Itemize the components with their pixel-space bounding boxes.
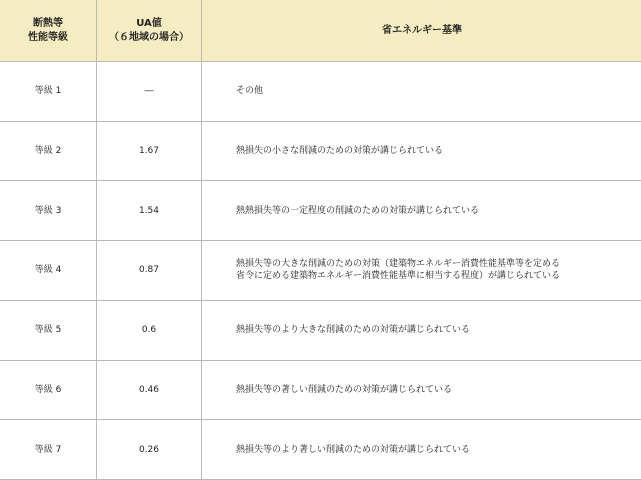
standard-cell <box>202 360 641 420</box>
ua-cell: ― <box>97 62 202 122</box>
table-header <box>0 0 641 62</box>
standard-text: 熱損失等のより大きな削減のための対策が講じられている <box>236 325 471 336</box>
table-body <box>0 62 641 480</box>
table-row <box>0 181 641 241</box>
standard-cell <box>202 181 641 241</box>
standard-text: その他 <box>236 86 264 97</box>
table-row <box>0 62 641 122</box>
ua-cell: 0.87 <box>97 241 202 301</box>
header-grade-line1: 断熱等 <box>33 18 63 29</box>
standard-text: 熱損失等の大きな削減のための対策（建築物エネルギー消費性能基準等を定める 省令に定める建築物エネルギー消費性能基準に相当する程度）が講じられている <box>236 259 561 282</box>
standard-cell <box>202 121 641 181</box>
ua-cell: 0.46 <box>97 360 202 420</box>
grade-cell: 等級 7 <box>0 420 97 480</box>
standard-cell <box>202 241 641 301</box>
standard-cell <box>202 300 641 360</box>
standard-text: 熱損失の小さな削減のための対策が講じられている <box>236 145 444 156</box>
header-grade-line2: 性能等級 <box>28 31 68 43</box>
table-row <box>0 420 641 480</box>
standard-text: 熱熱損失等の一定程度の削減のための対策が講じられている <box>236 205 480 216</box>
standard-cell <box>202 420 641 480</box>
grade-cell: 等級 5 <box>0 300 97 360</box>
ua-cell: 1.67 <box>97 121 202 181</box>
standard-text: 熱損失等の著しい削減のための対策が講じられている <box>236 384 453 395</box>
ua-cell: 1.54 <box>97 181 202 241</box>
header-ua <box>97 0 202 62</box>
grade-cell: 等級 4 <box>0 241 97 301</box>
grade-cell: 等級 3 <box>0 181 97 241</box>
grade-cell: 等級 2 <box>0 121 97 181</box>
header-ua-line1: UA値 <box>136 18 162 29</box>
header-standard: 省エネルギー基準 <box>202 0 641 62</box>
ua-cell: 0.26 <box>97 420 202 480</box>
header-ua-line2: （６地域の場合） <box>109 31 189 43</box>
grade-cell: 等級 6 <box>0 360 97 420</box>
standard-cell <box>202 62 641 122</box>
table-row <box>0 121 641 181</box>
ua-cell: 0.6 <box>97 300 202 360</box>
table-row <box>0 360 641 420</box>
header-row <box>0 0 641 62</box>
grade-cell: 等級 1 <box>0 62 97 122</box>
table-row <box>0 241 641 301</box>
table-row <box>0 300 641 360</box>
standard-text: 熱損失等のより著しい削減のための対策が講じられている <box>236 444 471 455</box>
header-grade <box>0 0 97 62</box>
